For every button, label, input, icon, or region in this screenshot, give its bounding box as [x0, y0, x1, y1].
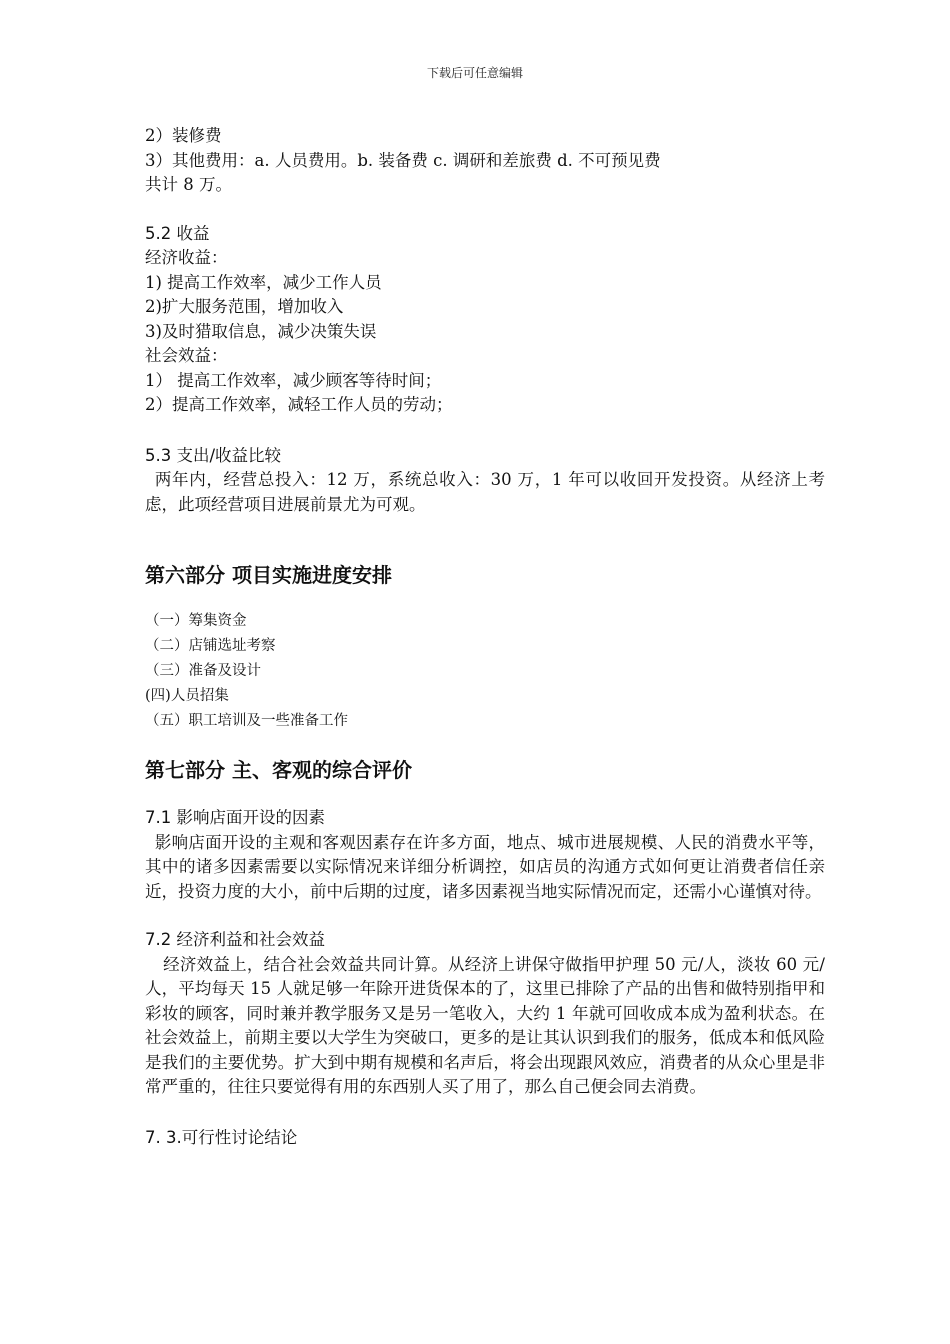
cost-item-3: 3）其他费用：a. 人员费用。b. 装备费 c. 调研和差旅费 d. 不可预见费	[145, 150, 661, 170]
page-header: 下载后可任意编辑	[426, 66, 523, 80]
part-7-title: 第七部分 主、客观的综合评价	[145, 758, 412, 782]
section-5-2-title: 5.2 收益	[145, 223, 210, 243]
cost-item-2: 2）装修费	[145, 126, 222, 145]
section-7-2-title: 7.2 经济利益和社会效益	[145, 930, 325, 949]
document-body	[145, 124, 825, 1150]
economic-benefit-item: 1) 提高工作效率，减少工作人员	[145, 272, 382, 292]
section-5-3-title: 5.3 支出/收益比较	[145, 445, 282, 465]
section-7-1-paragraph: 影响店面开设的主观和客观因素存在许多方面，地点、城市进展规模、人民的消费水平等，其中的诸多因素需要以实际情况来详细分析调控，如店员的沟通方式如何更让消费者信任亲近，投资力度的大小，前中后期的过度，诸多因素视当地实际情况而定，还需小心谨慎对待。	[145, 832, 825, 901]
schedule-item: （二）店铺选址考察	[145, 638, 276, 654]
cost-total: 共计 8 万。	[145, 175, 232, 194]
economic-benefit-item: 2)扩大服务范围，增加收入	[145, 297, 344, 316]
section-7-3-title: 7. 3.可行性讨论结论	[145, 1127, 298, 1147]
schedule-item: (四)人员招集	[145, 688, 229, 704]
social-benefits-label: 社会效益：	[145, 346, 228, 365]
economic-benefits-label: 经济收益：	[145, 248, 228, 267]
part-6-title: 第六部分 项目实施进度安排	[145, 563, 392, 587]
section-5-3-paragraph: 两年内，经营总投入：12 万，系统总收入：30 万，1 年可以收回开发投资。从经济上考虑，此项经营项目进展前景尤为可观。	[145, 470, 825, 514]
economic-benefit-item: 3)及时猎取信息，减少决策失误	[145, 321, 377, 341]
section-7-2-paragraph: 经济效益上，结合社会效益共同计算。从经济上讲保守做指甲护理 50 元/人，淡妆 60 元/人，平均每天 15 人就足够一年除开进货保本的了，这里已排除了产品的出售和做特别指甲和彩妆的顾客，同时兼并教学服务又是另一笔收入，大约 1 年就可回收成本成为盈利状态。在社会效益上，前期主要以大学生为突破口，更多的是让其认识到我们的服务，低成本和低风险是我们的主要优势。扩大到中期有规模和名声后，将会出现跟风效应，消费者的从众心里是非常严重的，往往只要觉得有用的东西别人买了用了，那么自己便会同去消费。	[145, 954, 825, 1096]
schedule-item: （五）职工培训及一些准备工作	[145, 713, 348, 729]
schedule-item: （三）准备及设计	[145, 663, 261, 679]
section-7-1-title: 7.1 影响店面开设的因素	[145, 808, 325, 827]
schedule-item: （一）筹集资金	[145, 613, 247, 629]
social-benefit-item: 1） 提高工作效率，减少顾客等待时间；	[145, 370, 442, 390]
social-benefit-item: 2）提高工作效率，减轻工作人员的劳动；	[145, 395, 453, 414]
